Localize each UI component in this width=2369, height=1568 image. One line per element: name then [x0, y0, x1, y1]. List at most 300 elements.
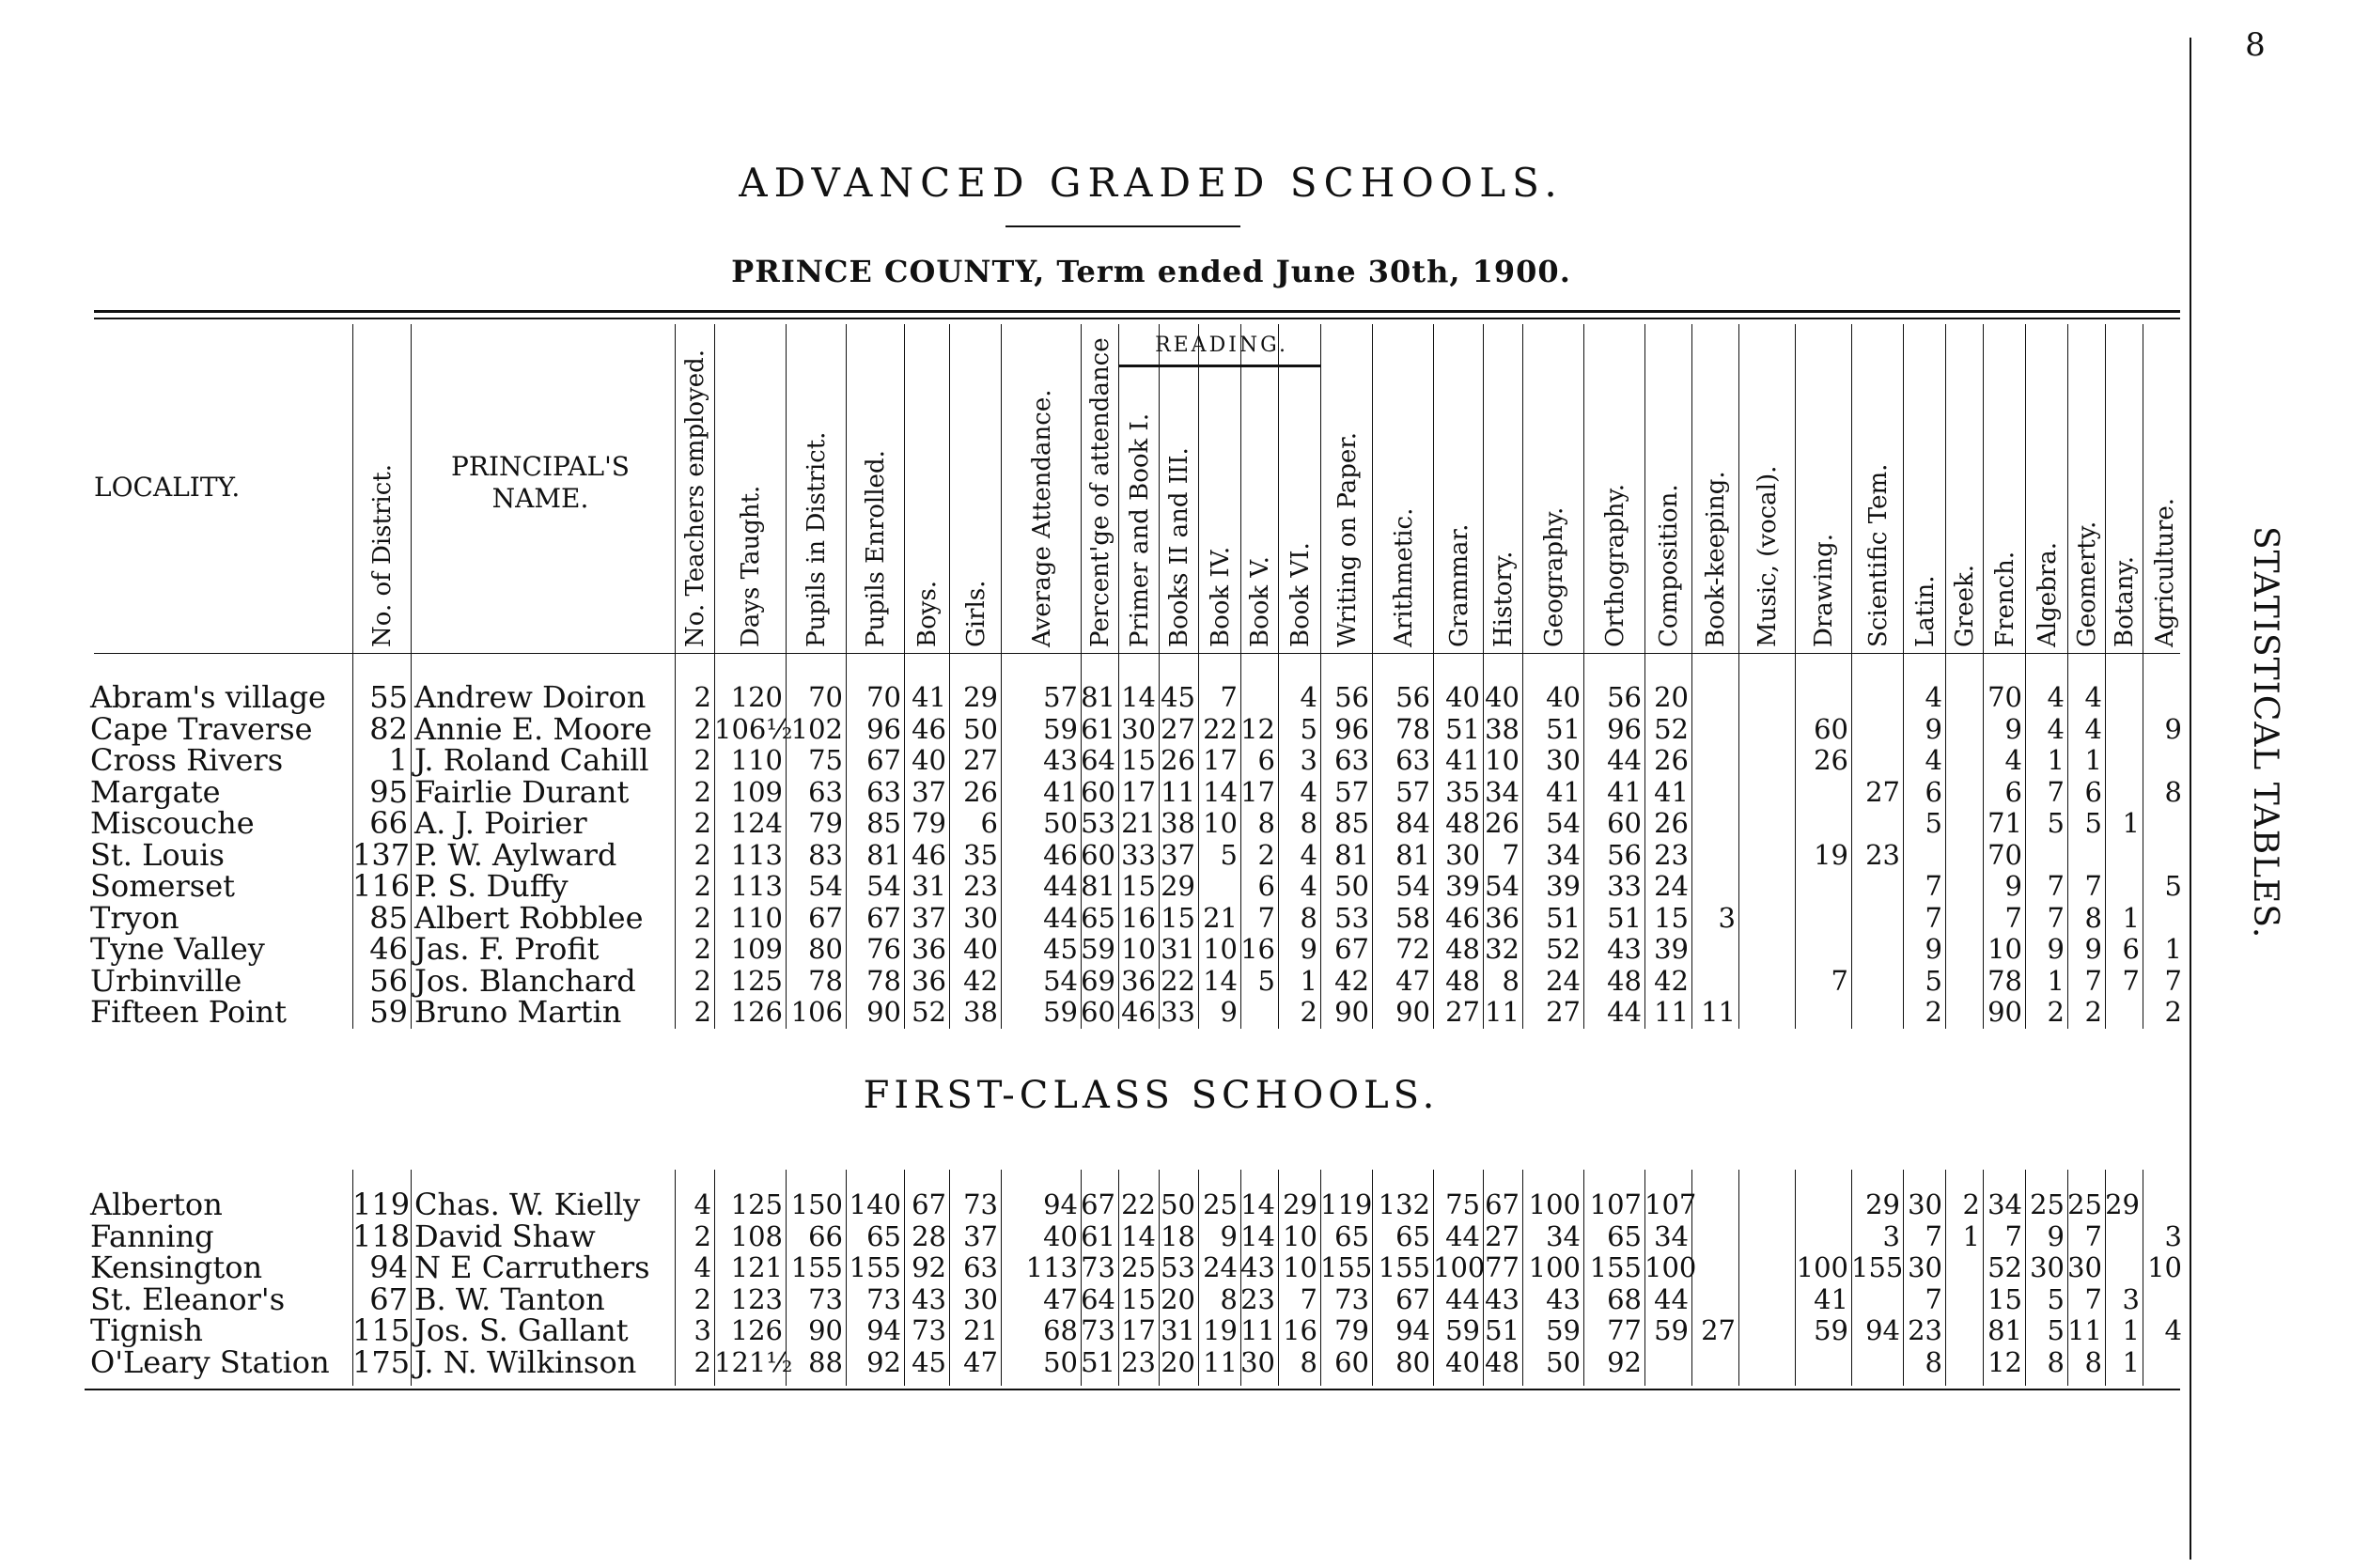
cell-algebra: 7 — [2047, 901, 2065, 934]
cell-days: 124 — [730, 807, 783, 839]
cell-composition: 107 — [1644, 1188, 1697, 1220]
cell-scientific — [1851, 714, 1900, 745]
cell-arith: 54 — [1395, 870, 1430, 902]
cell-avg_att: 113 — [1025, 1251, 1078, 1283]
cell-geography: 100 — [1528, 1251, 1581, 1283]
cell-principal: Jos. S. Gallant — [414, 1312, 629, 1348]
cell-principal: Jos. Blanchard — [414, 962, 636, 999]
cell-french: 10 — [1987, 933, 2022, 965]
page-number: 8 — [2245, 26, 2266, 64]
cell-boys: 43 — [912, 1282, 946, 1315]
cell-book5: 23 — [1240, 1282, 1275, 1315]
cell-agriculture: 4 — [2164, 1314, 2182, 1346]
table-top-rule-2 — [94, 318, 2180, 319]
cell-pupils_enrolled: 54 — [866, 870, 901, 902]
cell-pct_att: 69 — [1081, 964, 1115, 997]
cell-latin: 9 — [1925, 933, 1942, 965]
cell-books23: 20 — [1161, 1282, 1195, 1315]
cell-avg_att: 54 — [1043, 964, 1078, 997]
cell-geography: 51 — [1546, 901, 1581, 934]
cell-grammar: 44 — [1445, 1282, 1480, 1315]
cell-pupils_district: 80 — [808, 933, 843, 965]
cell-french: 34 — [1987, 1188, 2022, 1220]
cell-grammar: 40 — [1445, 1345, 1480, 1378]
column-rule — [904, 324, 905, 1029]
header-days: Days Taught. — [737, 485, 765, 647]
cell-avg_att: 47 — [1043, 1282, 1078, 1315]
cell-grammar: 40 — [1445, 681, 1480, 713]
cell-music — [1738, 903, 1792, 934]
cell-composition: 39 — [1654, 933, 1689, 965]
cell-principal: P. W. Aylward — [414, 836, 617, 873]
cell-algebra: 5 — [2047, 807, 2065, 839]
cell-book4: 14 — [1203, 775, 1238, 808]
cell-girls: 29 — [963, 681, 998, 713]
cell-girls: 38 — [963, 996, 998, 1028]
cell-pupils_enrolled: 81 — [866, 838, 901, 871]
cell-district: 118 — [352, 1218, 411, 1254]
cell-locality: O'Leary Station — [90, 1343, 330, 1380]
cell-principal: A. J. Poirier — [414, 805, 587, 841]
cell-book4: 9 — [1220, 996, 1238, 1028]
header-grammar: Grammar. — [1444, 523, 1473, 647]
cell-pupils_enrolled: 73 — [866, 1282, 901, 1315]
cell-pct_att: 60 — [1081, 775, 1115, 808]
column-rule — [1851, 324, 1852, 1029]
header-music: Music, (vocal). — [1753, 465, 1782, 647]
cell-primer: 15 — [1121, 870, 1156, 902]
cell-pupils_enrolled: 92 — [866, 1345, 901, 1378]
cell-history: 7 — [1502, 838, 1520, 871]
cell-primer: 33 — [1121, 838, 1156, 871]
cell-district: 66 — [369, 805, 408, 841]
cell-girls: 42 — [963, 964, 998, 997]
cell-greek — [1945, 1252, 1980, 1283]
cell-book4: 24 — [1203, 1251, 1238, 1283]
cell-bookkeeping — [1691, 840, 1736, 871]
cell-greek: 1 — [1962, 1219, 1980, 1252]
cell-primer: 36 — [1121, 964, 1156, 997]
column-rule — [1522, 324, 1523, 1029]
cell-algebra: 4 — [2047, 712, 2065, 745]
side-title-text: STATISTICAL TABLES. — [2246, 526, 2284, 939]
cell-algebra: 5 — [2047, 1314, 2065, 1346]
column-rule — [1159, 1170, 1160, 1386]
cell-teachers: 2 — [694, 744, 711, 776]
column-rule — [1118, 1170, 1119, 1386]
cell-orthography: 77 — [1607, 1314, 1642, 1346]
cell-grammar: 44 — [1445, 1219, 1480, 1252]
cell-greek — [1945, 903, 1980, 934]
cell-book5: 5 — [1257, 964, 1275, 997]
cell-composition: 34 — [1654, 1219, 1689, 1252]
cell-orthography: 96 — [1607, 712, 1642, 745]
cell-drawing: 59 — [1814, 1314, 1848, 1346]
cell-geography: 24 — [1546, 964, 1581, 997]
cell-book6: 3 — [1300, 744, 1317, 776]
cell-district: 85 — [369, 899, 408, 936]
cell-agriculture: 8 — [2164, 775, 2182, 808]
cell-books23: 53 — [1161, 1251, 1195, 1283]
cell-writing: 119 — [1320, 1188, 1373, 1220]
cell-book4: 5 — [1220, 838, 1238, 871]
cell-french: 81 — [1987, 1314, 2022, 1346]
column-rule — [1583, 1170, 1584, 1386]
cell-agriculture — [2143, 1284, 2182, 1315]
cell-pupils_enrolled: 76 — [866, 933, 901, 965]
cell-greek — [1945, 682, 1980, 713]
header-composition: Composition. — [1655, 484, 1683, 647]
cell-french: 70 — [1987, 681, 2022, 713]
cell-book5: 12 — [1240, 712, 1275, 745]
cell-teachers: 2 — [694, 964, 711, 997]
cell-days: 123 — [730, 1282, 783, 1315]
cell-composition: 11 — [1654, 996, 1689, 1028]
cell-botany — [2105, 1252, 2140, 1283]
cell-greek — [1945, 997, 1980, 1028]
cell-primer: 21 — [1121, 807, 1156, 839]
cell-scientific: 23 — [1865, 838, 1900, 871]
cell-primer: 17 — [1121, 1314, 1156, 1346]
column-rule — [1945, 324, 1946, 1029]
table-top-rule — [94, 310, 2180, 313]
cell-bookkeeping — [1691, 1221, 1736, 1252]
cell-drawing — [1795, 777, 1848, 808]
cell-girls: 23 — [963, 870, 998, 902]
cell-bookkeeping — [1691, 714, 1736, 745]
cell-district: 94 — [369, 1250, 408, 1285]
column-rule — [1278, 1170, 1279, 1386]
cell-primer: 46 — [1121, 996, 1156, 1028]
cell-boys: 37 — [912, 901, 946, 934]
cell-pupils_enrolled: 78 — [866, 964, 901, 997]
cell-geography: 51 — [1546, 712, 1581, 745]
cell-bookkeeping — [1691, 966, 1736, 997]
cell-days: 126 — [730, 1314, 783, 1346]
cell-writing: 65 — [1334, 1219, 1369, 1252]
cell-composition: 23 — [1654, 838, 1689, 871]
cell-pct_att: 61 — [1081, 1219, 1115, 1252]
cell-geography: 34 — [1546, 1219, 1581, 1252]
cell-arith: 57 — [1395, 775, 1430, 808]
cell-agriculture — [2143, 682, 2182, 713]
cell-history: 36 — [1485, 901, 1520, 934]
cell-orthography: 56 — [1607, 681, 1642, 713]
cell-teachers: 2 — [694, 807, 711, 839]
cell-books23: 15 — [1161, 901, 1195, 934]
cell-grammar: 48 — [1445, 933, 1480, 965]
cell-girls: 21 — [963, 1314, 998, 1346]
cell-geometry — [2067, 840, 2102, 871]
column-rule — [1483, 1170, 1484, 1386]
cell-pct_att: 60 — [1081, 996, 1115, 1028]
cell-french: 9 — [2004, 870, 2022, 902]
cell-pupils_enrolled: 70 — [866, 681, 901, 713]
cell-book5: 6 — [1257, 744, 1275, 776]
cell-botany — [2105, 840, 2140, 871]
cell-scientific — [1851, 808, 1900, 839]
header-geography: Geography. — [1539, 506, 1568, 647]
cell-drawing — [1795, 1189, 1848, 1220]
cell-music — [1738, 1284, 1792, 1315]
cell-agriculture: 3 — [2164, 1219, 2182, 1252]
cell-geometry: 7 — [2084, 1219, 2102, 1252]
cell-scientific — [1851, 682, 1900, 713]
cell-geography: 39 — [1546, 870, 1581, 902]
cell-book5: 43 — [1240, 1251, 1275, 1283]
header-pupils_enrolled: Pupils Enrolled. — [862, 450, 890, 647]
cell-grammar: 59 — [1445, 1314, 1480, 1346]
cell-girls: 26 — [963, 775, 998, 808]
cell-book6: 1 — [1300, 964, 1317, 997]
cell-district: 175 — [352, 1343, 411, 1380]
cell-agriculture: 10 — [2147, 1251, 2182, 1283]
column-rule — [786, 324, 787, 1029]
cell-composition: 41 — [1654, 775, 1689, 808]
cell-geography: 40 — [1546, 681, 1581, 713]
cell-pupils_district: 155 — [790, 1251, 843, 1283]
cell-boys: 79 — [912, 807, 946, 839]
cell-drawing: 7 — [1831, 964, 1848, 997]
cell-geography: 41 — [1546, 775, 1581, 808]
header-book5: Book V. — [1246, 556, 1274, 647]
page-subtitle: PRINCE COUNTY, Term ended June 30th, 1900. — [731, 254, 1571, 289]
cell-latin: 2 — [1925, 996, 1942, 1028]
cell-history: 27 — [1485, 1219, 1520, 1252]
cell-french: 4 — [2004, 744, 2022, 776]
header-writing: Writing on Paper. — [1333, 431, 1362, 647]
cell-botany — [2105, 682, 2140, 713]
cell-primer: 14 — [1121, 1219, 1156, 1252]
cell-book6: 4 — [1300, 838, 1317, 871]
cell-orthography: 48 — [1607, 964, 1642, 997]
header-scientific: Scientific Tem. — [1863, 463, 1893, 647]
cell-history: 11 — [1485, 996, 1520, 1028]
cell-locality: Tyne Valley — [90, 931, 265, 967]
cell-locality: Tryon — [90, 899, 179, 936]
cell-book5: 14 — [1240, 1188, 1275, 1220]
cell-locality: Abram's village — [90, 679, 326, 715]
column-rule — [1583, 324, 1584, 1029]
cell-pct_att: 60 — [1081, 838, 1115, 871]
cell-book4: 17 — [1203, 744, 1238, 776]
cell-agriculture: 1 — [2164, 933, 2182, 965]
cell-avg_att: 59 — [1043, 712, 1078, 745]
cell-boys: 41 — [912, 681, 946, 713]
cell-orthography: 107 — [1589, 1188, 1642, 1220]
cell-book4: 21 — [1203, 901, 1238, 934]
cell-writing: 96 — [1334, 712, 1369, 745]
cell-pupils_enrolled: 67 — [866, 744, 901, 776]
cell-botany — [2105, 745, 2140, 776]
column-rule — [1644, 1170, 1645, 1386]
cell-latin: 7 — [1925, 901, 1942, 934]
cell-latin: 4 — [1925, 681, 1942, 713]
cell-avg_att: 40 — [1043, 1219, 1078, 1252]
column-rule — [1738, 324, 1739, 1029]
cell-algebra: 1 — [2047, 744, 2065, 776]
cell-botany: 1 — [2122, 1314, 2140, 1346]
cell-teachers: 2 — [694, 901, 711, 934]
cell-writing: 53 — [1334, 901, 1369, 934]
cell-teachers: 2 — [694, 712, 711, 745]
cell-arith: 65 — [1395, 1219, 1430, 1252]
cell-botany: 7 — [2122, 964, 2140, 997]
cell-pupils_enrolled: 94 — [866, 1314, 901, 1346]
cell-books23: 29 — [1161, 870, 1195, 902]
cell-district: 56 — [369, 962, 408, 999]
cell-book5: 30 — [1240, 1345, 1275, 1378]
cell-days: 113 — [730, 838, 783, 871]
header-pupils_district: Pupils in District. — [803, 431, 831, 647]
cell-geometry: 9 — [2084, 933, 2102, 965]
cell-books23: 27 — [1161, 712, 1195, 745]
cell-arith: 90 — [1395, 996, 1430, 1028]
cell-geography: 34 — [1546, 838, 1581, 871]
cell-music — [1738, 808, 1792, 839]
cell-greek — [1945, 840, 1980, 871]
cell-geography: 59 — [1546, 1314, 1581, 1346]
cell-music — [1738, 777, 1792, 808]
cell-drawing: 100 — [1796, 1251, 1848, 1283]
cell-orthography: 68 — [1607, 1282, 1642, 1315]
cell-days: 113 — [730, 870, 783, 902]
cell-drawing — [1795, 1347, 1848, 1378]
cell-orthography: 155 — [1589, 1251, 1642, 1283]
column-rule — [1945, 1170, 1946, 1386]
header-history: History. — [1489, 551, 1518, 647]
column-rule — [1983, 324, 1984, 1029]
cell-boys: 46 — [912, 838, 946, 871]
cell-geometry: 7 — [2084, 870, 2102, 902]
cell-composition: 44 — [1654, 1282, 1689, 1315]
cell-composition — [1644, 1347, 1689, 1378]
column-rule — [949, 324, 950, 1029]
column-rule — [675, 1170, 676, 1386]
cell-locality: Alberton — [90, 1187, 223, 1222]
cell-boys: 31 — [912, 870, 946, 902]
cell-french: 90 — [1987, 996, 2022, 1028]
column-rule — [1198, 324, 1199, 1029]
cell-boys: 28 — [912, 1219, 946, 1252]
cell-days: 121½ — [714, 1345, 793, 1378]
cell-bookkeeping — [1691, 1252, 1736, 1283]
cell-book6: 4 — [1300, 775, 1317, 808]
cell-book4 — [1198, 871, 1238, 902]
cell-botany — [2105, 997, 2140, 1028]
cell-district: 1 — [388, 742, 408, 778]
cell-music — [1738, 714, 1792, 745]
cell-writing: 57 — [1334, 775, 1369, 808]
cell-book5 — [1240, 682, 1275, 713]
cell-writing: 67 — [1334, 933, 1369, 965]
cell-french: 9 — [2004, 712, 2022, 745]
cell-drawing — [1795, 903, 1848, 934]
cell-principal: N E Carruthers — [414, 1250, 650, 1285]
cell-music — [1738, 871, 1792, 902]
cell-locality: St. Eleanor's — [90, 1281, 286, 1317]
cell-geography: 27 — [1546, 996, 1581, 1028]
cell-book4: 9 — [1220, 1219, 1238, 1252]
cell-grammar: 39 — [1445, 870, 1480, 902]
cell-algebra: 1 — [2047, 964, 2065, 997]
cell-books23: 50 — [1161, 1188, 1195, 1220]
cell-history: 67 — [1485, 1188, 1520, 1220]
cell-geography: 100 — [1528, 1188, 1581, 1220]
header-girls: Girls. — [961, 580, 990, 647]
cell-algebra — [2025, 840, 2065, 871]
cell-pct_att: 64 — [1081, 1282, 1115, 1315]
cell-teachers: 2 — [694, 870, 711, 902]
cell-history: 51 — [1485, 1314, 1520, 1346]
cell-latin: 7 — [1925, 870, 1942, 902]
cell-girls: 6 — [980, 807, 998, 839]
cell-writing: 81 — [1334, 838, 1369, 871]
cell-book5: 7 — [1257, 901, 1275, 934]
cell-latin: 9 — [1925, 712, 1942, 745]
cell-agriculture — [2143, 1189, 2182, 1220]
cell-music — [1738, 966, 1792, 997]
cell-district: 55 — [369, 679, 408, 715]
cell-principal: Fairlie Durant — [414, 773, 630, 810]
cell-books23: 38 — [1161, 807, 1195, 839]
cell-books23: 31 — [1161, 1314, 1195, 1346]
cell-composition: 26 — [1654, 807, 1689, 839]
cell-geometry: 25 — [2067, 1188, 2102, 1220]
cell-boys: 37 — [912, 775, 946, 808]
cell-algebra: 7 — [2047, 870, 2065, 902]
column-rule — [846, 324, 847, 1029]
cell-days: 109 — [730, 933, 783, 965]
cell-scientific — [1851, 903, 1900, 934]
cell-orthography: 41 — [1607, 775, 1642, 808]
cell-composition: 52 — [1654, 712, 1689, 745]
cell-bookkeeping: 3 — [1718, 901, 1736, 934]
cell-district: 67 — [369, 1281, 408, 1317]
cell-scientific: 94 — [1865, 1314, 1900, 1346]
cell-agriculture: 5 — [2164, 870, 2182, 902]
column-rule — [1903, 324, 1904, 1029]
cell-history: 77 — [1485, 1251, 1520, 1283]
cell-principal: Annie E. Moore — [414, 710, 652, 747]
cell-primer: 14 — [1121, 681, 1156, 713]
cell-avg_att: 44 — [1043, 870, 1078, 902]
cell-scientific — [1851, 745, 1900, 776]
header-book6: Book VI. — [1286, 542, 1315, 647]
cell-avg_att: 57 — [1043, 681, 1078, 713]
cell-primer: 22 — [1121, 1188, 1156, 1220]
reading-rule — [1118, 365, 1320, 367]
header-greek: Greek. — [1951, 565, 1979, 647]
cell-algebra: 7 — [2047, 775, 2065, 808]
cell-boys: 67 — [912, 1188, 946, 1220]
cell-music — [1738, 1252, 1792, 1283]
column-rule — [1738, 1170, 1739, 1386]
cell-pupils_enrolled: 96 — [866, 712, 901, 745]
cell-agriculture: 7 — [2164, 964, 2182, 997]
cell-pupils_enrolled: 85 — [866, 807, 901, 839]
cell-greek: 2 — [1962, 1188, 1980, 1220]
cell-latin: 30 — [1908, 1188, 1942, 1220]
cell-orthography: 60 — [1607, 807, 1642, 839]
cell-history: 38 — [1485, 712, 1520, 745]
cell-pupils_district: 79 — [808, 807, 843, 839]
header-boys: Boys. — [913, 580, 942, 647]
cell-pct_att: 73 — [1081, 1251, 1115, 1283]
cell-pupils_enrolled: 65 — [866, 1219, 901, 1252]
cell-arith: 155 — [1378, 1251, 1430, 1283]
cell-french: 12 — [1987, 1345, 2022, 1378]
